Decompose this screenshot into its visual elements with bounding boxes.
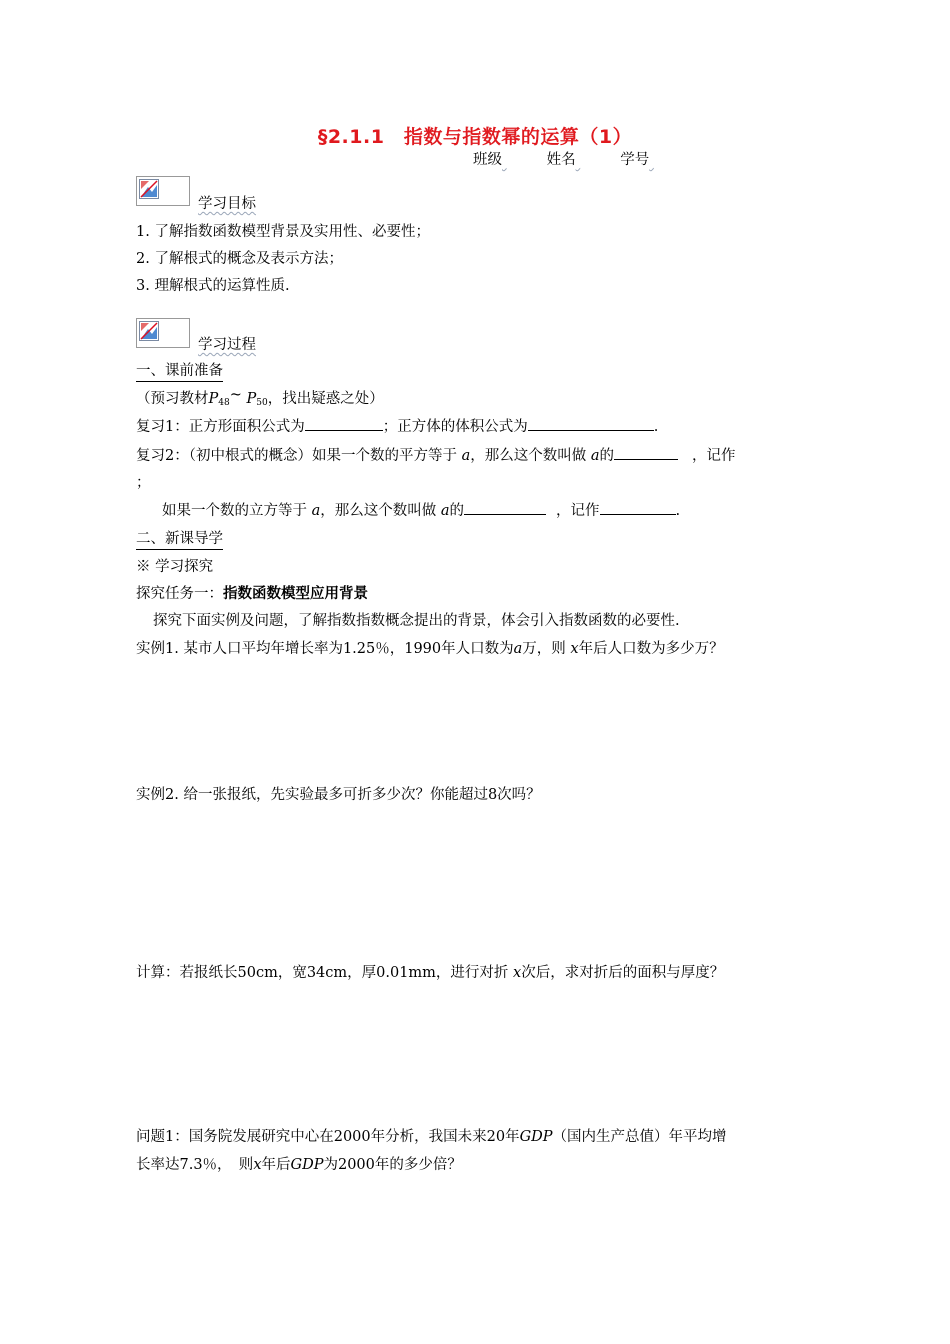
id-field-label: 学号 <box>620 152 650 168</box>
name-field-blank[interactable] <box>576 152 616 168</box>
goal-item: 2. 了解根式的概念及表示方法； <box>136 251 343 267</box>
period: . <box>653 419 659 435</box>
calc-text: 计算：若报纸长50cm，宽34cm，厚0.01mm，进行对折 <box>136 965 509 981</box>
preview-page-end: P <box>246 391 257 407</box>
preview-page-start: P <box>208 391 219 407</box>
goals-heading: 学习目标 <box>198 196 256 212</box>
variable-a: a <box>440 503 450 519</box>
square-root-blank[interactable] <box>614 445 678 460</box>
question1-text: 长率达7.3％， 则 <box>136 1157 254 1173</box>
task1-line <box>136 582 368 603</box>
id-field-blank[interactable] <box>649 152 695 168</box>
header-fields <box>473 148 695 169</box>
square-area-blank[interactable] <box>305 416 383 431</box>
review2-line <box>136 444 816 465</box>
example1-text: 万，则 <box>522 641 566 657</box>
question1-line2 <box>136 1153 462 1174</box>
review3-text: ，记作 <box>556 503 600 519</box>
review3-text: 如果一个数的立方等于 <box>162 503 307 519</box>
class-field-blank[interactable] <box>502 152 542 168</box>
goal-item: 1. 了解指数函数模型背景及实用性、必要性； <box>136 224 430 240</box>
variable-x: x <box>253 1157 262 1173</box>
section-heading: 一、课前准备 <box>136 359 223 382</box>
example1-text: 年后人口数为多少万？ <box>578 641 724 657</box>
example2-line: 实例2. 给一张报纸，先实验最多可折多少次？你能超过8次吗？ <box>136 787 541 803</box>
section-heading: 二、新课导学 <box>136 527 223 550</box>
broken-image-icon <box>136 318 190 348</box>
review2-text: ，记作 <box>692 448 736 464</box>
variable-a: a <box>311 503 321 519</box>
gdp-term: GDP <box>290 1157 324 1173</box>
preview-tilde: ~ <box>229 387 242 403</box>
review3-text: ，那么这个数叫做 <box>320 503 437 519</box>
broken-image-icon <box>136 176 190 206</box>
preview-prefix: （预习教材 <box>136 391 209 407</box>
review2-text: 复习2：（初中根式的概念）如果一个数的平方等于 <box>136 448 457 464</box>
gdp-term: GDP <box>519 1129 553 1145</box>
review3-line <box>162 499 680 520</box>
calc-text: 次后，求对折后的面积与厚度？ <box>521 965 725 981</box>
process-heading: 学习过程 <box>198 337 256 353</box>
preview-page-start-sub: 48 <box>218 398 230 408</box>
variable-a: a <box>513 641 523 657</box>
goal-item: 3. 理解根式的运算性质. <box>136 278 290 294</box>
review1-text: ；正方体的体积公式为 <box>382 419 528 435</box>
question1-text: 年后 <box>261 1157 291 1173</box>
review3-text: 的 <box>449 503 465 519</box>
review2-text: 的 <box>599 448 615 464</box>
cube-root-notation-blank[interactable] <box>600 500 676 515</box>
preview-suffix: ，找出疑惑之处） <box>267 391 384 407</box>
variable-a: a <box>590 448 600 464</box>
cube-volume-blank[interactable] <box>528 416 654 431</box>
review2-semicolon: ； <box>136 475 151 491</box>
variable-a: a <box>461 448 471 464</box>
example1-line <box>136 637 724 658</box>
class-field-label: 班级 <box>473 152 502 168</box>
variable-x: x <box>513 965 522 981</box>
task1-title: 指数函数模型应用背景 <box>223 586 368 602</box>
variable-x: x <box>570 641 579 657</box>
review1-text: 复习1：正方形面积公式为 <box>136 419 305 435</box>
question1-text: 为2000年的多少倍？ <box>323 1157 462 1173</box>
period: . <box>675 503 681 519</box>
question1-text: （国内生产总值）年平均增 <box>552 1129 727 1145</box>
example1-text: 实例1. 某市人口平均年增长率为1.25％，1990年人口数为 <box>136 641 514 657</box>
task1-label: 探究任务一： <box>136 586 223 602</box>
preview-line <box>136 387 384 408</box>
task1-description: 探究下面实例及问题，了解指数指数概念提出的背景，体会引入指数函数的必要性. <box>153 613 680 629</box>
question1-line1 <box>136 1125 727 1146</box>
page-title: §2.1.1 指数与指数幂的运算（1） <box>317 126 633 148</box>
cube-root-blank[interactable] <box>464 500 546 515</box>
review2-text: ，那么这个数叫做 <box>470 448 587 464</box>
explore-heading: ※ 学习探究 <box>136 559 214 575</box>
name-field-label: 姓名 <box>546 152 576 168</box>
question1-text: 问题1：国务院发展研究中心在2000年分析，我国未来20年 <box>136 1129 520 1145</box>
calc-line <box>136 961 724 982</box>
review1-line <box>136 415 658 436</box>
preview-page-end-sub: 50 <box>256 398 268 408</box>
